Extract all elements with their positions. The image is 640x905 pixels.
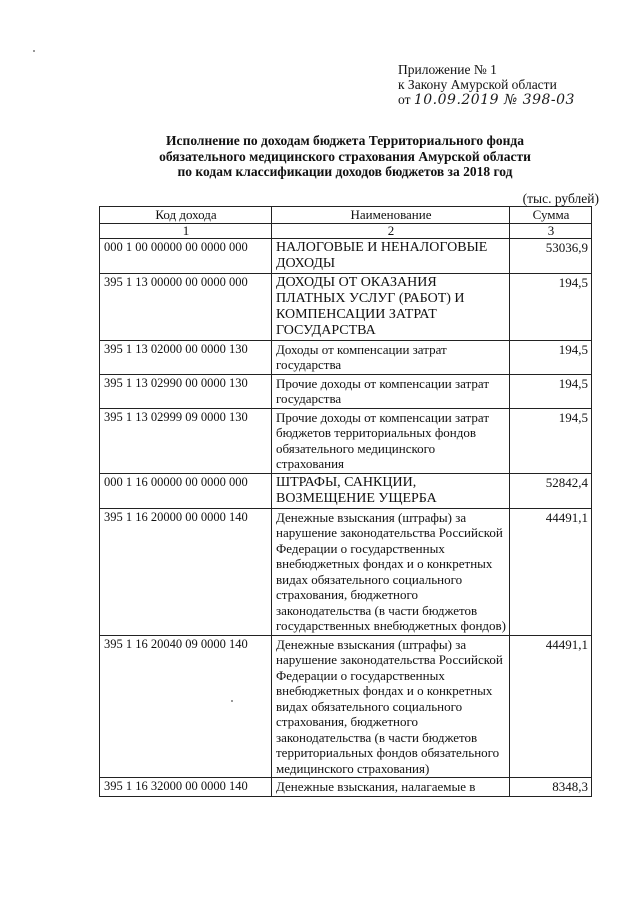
handwritten-date-number: 10.09.2019 № 398-03 [413, 92, 575, 108]
table-row [100, 635, 592, 778]
title-line-3: по кодам классификации доходов бюджетов за 2018 год [177, 164, 513, 179]
title-line-1: Исполнение по доходам бюджета Территориального фонда [166, 133, 524, 148]
appendix-law-reference: к Закону Амурской области [398, 77, 557, 92]
title-line-2: обязательного медицинского страхования Амурской области [159, 148, 531, 164]
row-name: Доходы от компенсации затрат государства [272, 340, 510, 374]
row-code: 395 1 13 00000 00 0000 000 [100, 273, 272, 340]
table-row [100, 238, 592, 273]
row-code: 395 1 13 02000 00 0000 130 [100, 340, 272, 374]
scan-speck [231, 700, 233, 702]
table-row [100, 473, 592, 508]
row-code: 395 1 13 02990 00 0000 130 [100, 374, 272, 408]
row-name: Прочие доходы от компенсации затрат государства [272, 374, 510, 408]
row-amount: 194,5 [510, 273, 592, 340]
row-code: 000 1 16 00000 00 0000 000 [100, 473, 272, 508]
row-code: 395 1 16 32000 00 0000 140 [100, 778, 272, 797]
row-name: Денежные взыскания (штрафы) за нарушение законодательства Российской Федерации о государственных внебюджетных фондах и о конкретных видах обязательного социального страхования, бюджетного законодательства (в части бюджетов территориальных фондов обязательного медицинского страхования) [272, 635, 510, 778]
row-code: 000 1 00 00000 00 0000 000 [100, 238, 272, 273]
row-amount: 44491,1 [510, 635, 592, 778]
row-amount: 52842,4 [510, 473, 592, 508]
appendix-header [398, 62, 575, 108]
document-title [100, 133, 590, 180]
units-label: (тыс. рублей) [522, 191, 599, 206]
row-name: Прочие доходы от компенсации затрат бюджетов территориальных фондов обязательного медицинского страхования [272, 408, 510, 473]
header-name: Наименование [272, 207, 510, 224]
row-name: Денежные взыскания, налагаемые в [272, 778, 510, 797]
column-number-row [100, 223, 592, 238]
row-name: Денежные взыскания (штрафы) за нарушение законодательства Российской Федерации о государственных внебюджетных фондах и о конкретных видах обязательного социального страхования, бюджетного законодательства (в части бюджетов государственных внебюджетных фондов) [272, 508, 510, 635]
table-row [100, 340, 592, 374]
table-row [100, 374, 592, 408]
column-number-2: 2 [272, 223, 510, 238]
column-number-3: 3 [510, 223, 592, 238]
row-amount: 194,5 [510, 374, 592, 408]
table-row [100, 508, 592, 635]
header-amount: Сумма [510, 207, 592, 224]
revenue-table [99, 206, 592, 797]
row-name: НАЛОГОВЫЕ И НЕНАЛОГОВЫЕ ДОХОДЫ [272, 238, 510, 273]
row-code: 395 1 16 20040 09 0000 140 [100, 635, 272, 778]
row-code: 395 1 13 02999 09 0000 130 [100, 408, 272, 473]
row-amount: 53036,9 [510, 238, 592, 273]
table-row [100, 778, 592, 797]
row-name: ШТРАФЫ, САНКЦИИ, ВОЗМЕЩЕНИЕ УЩЕРБА [272, 473, 510, 508]
appendix-date-prefix: от [398, 92, 411, 107]
appendix-date-line [398, 92, 575, 108]
table-row [100, 408, 592, 473]
column-number-1: 1 [100, 223, 272, 238]
row-name: ДОХОДЫ ОТ ОКАЗАНИЯ ПЛАТНЫХ УСЛУГ (РАБОТ) И КОМПЕНСАЦИИ ЗАТРАТ ГОСУДАРСТВА [272, 273, 510, 340]
table-header-row [100, 207, 592, 224]
row-code: 395 1 16 20000 00 0000 140 [100, 508, 272, 635]
row-amount: 8348,3 [510, 778, 592, 797]
table-row [100, 273, 592, 340]
row-amount: 194,5 [510, 408, 592, 473]
row-amount: 194,5 [510, 340, 592, 374]
scan-speck [33, 50, 35, 52]
row-amount: 44491,1 [510, 508, 592, 635]
header-code: Код дохода [100, 207, 272, 224]
appendix-number: Приложение № 1 [398, 62, 497, 77]
